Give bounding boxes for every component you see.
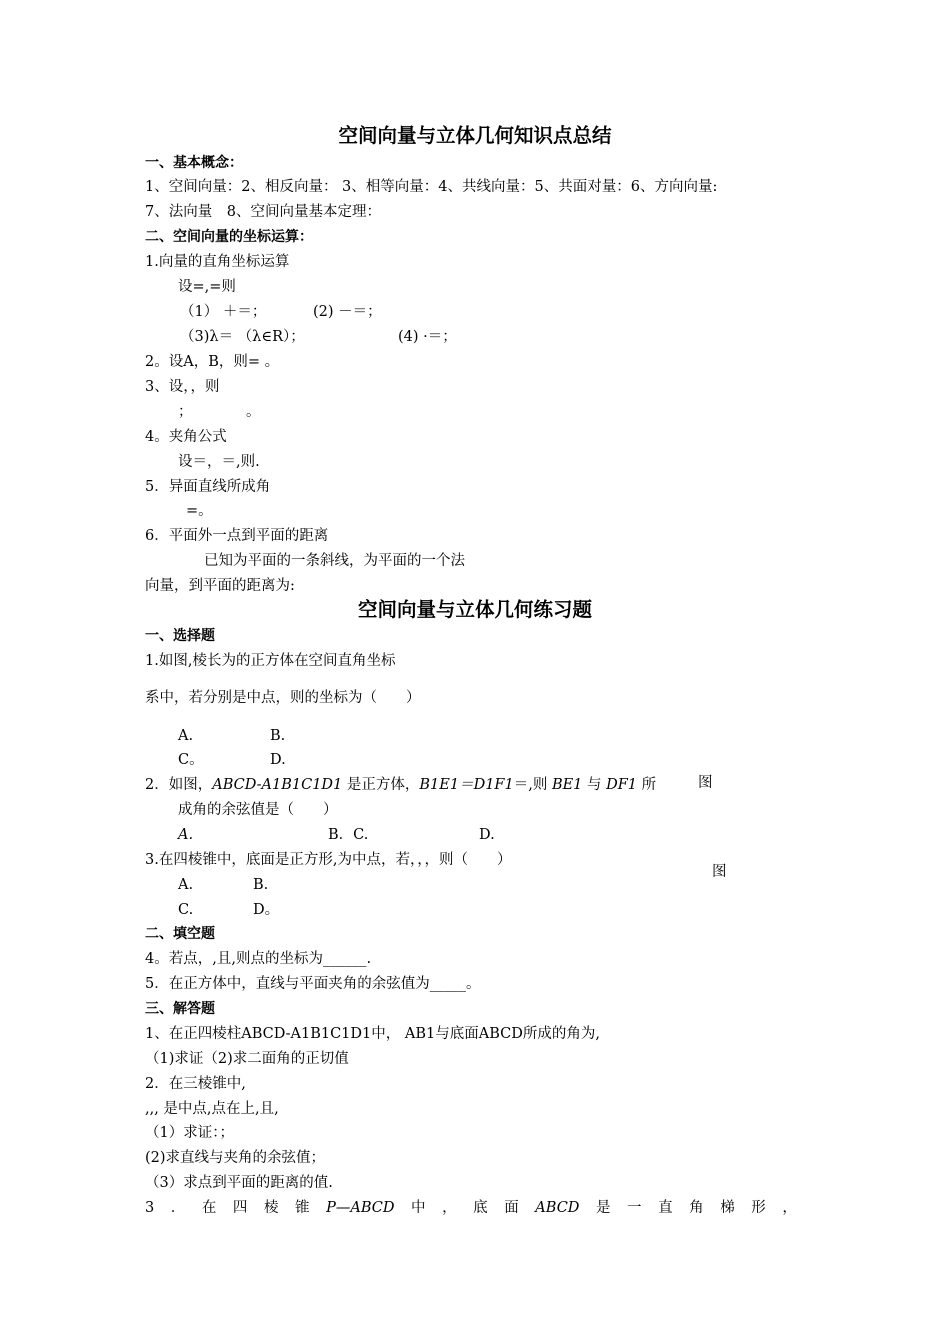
text-line: 1.向量的直角坐标运算: [145, 254, 290, 270]
option-c: C。: [178, 752, 204, 768]
exercises-title: 空间向量与立体几何练习题: [357, 598, 592, 621]
option-d: D.: [270, 752, 286, 768]
text-line: 7、法向量 8、空间向量基本定理：: [145, 204, 381, 220]
problem-2: 2．在三棱锥中,: [145, 1076, 246, 1092]
section-coordinate-ops: 二、空间向量的坐标运算：: [145, 229, 313, 245]
question-2-cont: 成角的余弦值是（ ）: [178, 802, 338, 818]
question-1-cont: 系中，若分别是中点，则的坐标为（ ）: [145, 690, 421, 706]
problem-3: 3 ． 在 四 棱 锥 P—ABCD 中 ， 底 面 ABCD 是 一 直 角 梯 形 ，: [145, 1200, 797, 1216]
option-b: B.: [253, 877, 269, 893]
option-d: D.: [479, 827, 495, 843]
problem-2-part2: (2)求直线与夹角的余弦值；: [145, 1150, 326, 1166]
section-solve: 三、解答题: [145, 1001, 215, 1017]
problem-1: 1、在正四棱柱ABCD-A1B1C1D1中， AB1与底面ABCD所成的角为,: [145, 1026, 600, 1042]
text-line: 1、空间向量：2、相反向量： 3、相等向量：4、共线向量：5、共面对量：6、方向向量:: [145, 179, 718, 195]
formula-add: （1） ＋＝；: [180, 304, 267, 320]
text-line: 2。设A，B，则= 。: [145, 354, 280, 370]
option-b: B.: [270, 728, 286, 744]
problem-2-part1: （1）求证：；: [145, 1125, 234, 1141]
option-a: A.: [178, 827, 194, 843]
text-line: 向量，到平面的距离为:: [145, 578, 295, 594]
formula-dot: (4) ·＝；: [398, 329, 457, 345]
segment-eq: B1E1＝D1F1: [419, 777, 514, 793]
text-line: ；: [178, 404, 193, 420]
text-line: 。: [246, 404, 261, 420]
text-line: 4。夹角公式: [145, 429, 227, 445]
summary-title: 空间向量与立体几何知识点总结: [338, 124, 612, 147]
question-4: 4。若点，,且,则点的坐标为______.: [145, 951, 372, 967]
question-1: 1.如图,棱长为的正方体在空间直角坐标: [145, 653, 396, 669]
text-line: 3、设，，则: [145, 379, 220, 395]
problem-2-part3: （3）求点到平面的距离的值.: [145, 1175, 333, 1191]
problem-2-cond: ,,, 是中点,点在上,且,: [145, 1101, 279, 1117]
option-a: A.: [178, 877, 194, 893]
text-line: 已知为平面的一条斜线，为平面的一个法: [204, 553, 465, 569]
text-line: 设＝，＝,则.: [178, 454, 260, 470]
figure-label: 图: [712, 864, 727, 880]
section-fill-blank: 二、填空题: [145, 926, 215, 942]
problem-1-parts: （1)求证（2)求二面角的正切值: [145, 1051, 349, 1067]
section-multiple-choice: 一、选择题: [145, 628, 215, 644]
option-a: A.: [178, 728, 194, 744]
question-2: 2．如图，ABCD-A1B1C1D1 是正方体，B1E1＝D1F1＝,则 BE1 与 DF1 所: [145, 777, 657, 793]
figure-label: 图: [698, 775, 713, 791]
question-3: 3.在四棱锥中，底面是正方形,为中点，若，，，则（ ）: [145, 852, 512, 868]
option-c: C.: [178, 902, 194, 918]
option-d: D。: [253, 902, 280, 918]
text-line: =。: [186, 503, 213, 519]
formula-sub: (2) －＝；: [313, 304, 382, 320]
formula-scalar: （3)λ＝ （λ∈R）；: [180, 329, 305, 345]
option-bc: B．C.: [328, 827, 369, 843]
text-line: 6．平面外一点到平面的距离: [145, 528, 329, 544]
text-line: 设=,=则: [178, 279, 236, 295]
text-line: 5．异面直线所成角: [145, 479, 271, 495]
section-basic-concepts: 一、基本概念：: [145, 155, 243, 171]
cube-name: ABCD-A1B1C1D1: [212, 777, 343, 793]
question-5: 5．在正方体中，直线与平面夹角的余弦值为_____。: [145, 976, 481, 992]
